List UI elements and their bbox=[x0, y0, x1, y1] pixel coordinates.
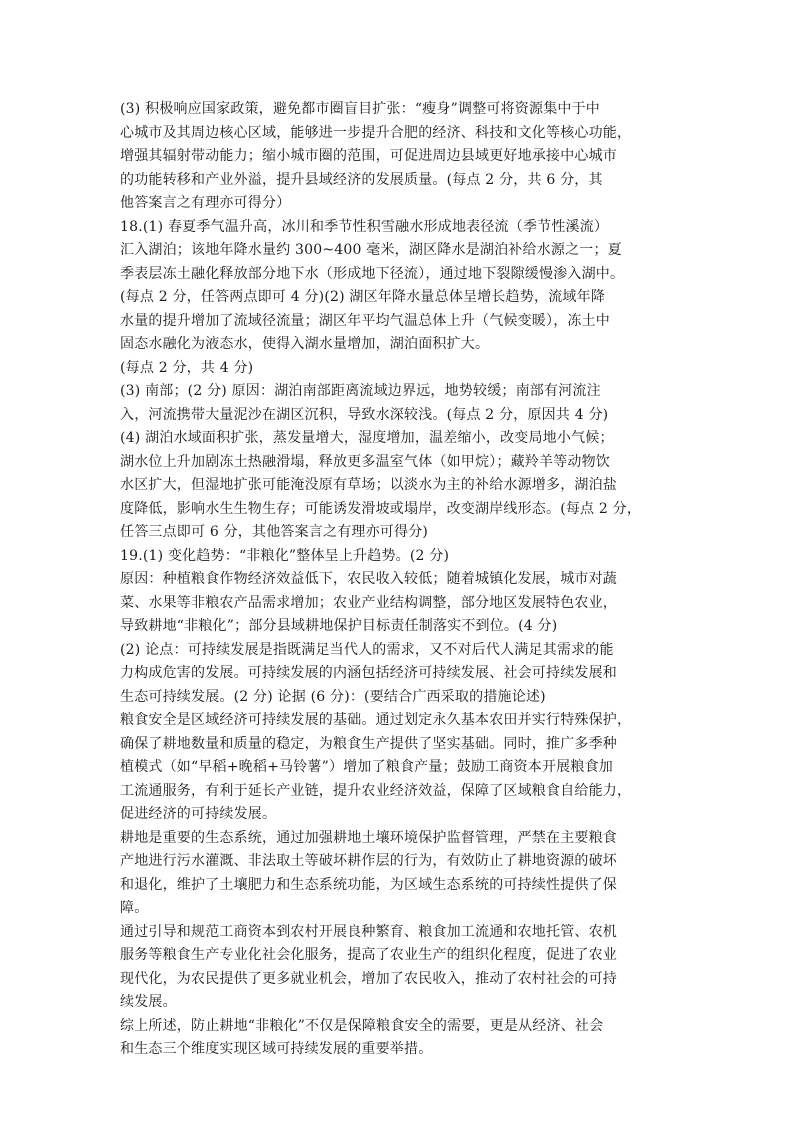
text-line: 任答三点即可 6 分，其他答案言之有理亦可得分) bbox=[120, 524, 429, 540]
text-line: (每点 2 分，任答两点即可 4 分)(2) 湖区年降水量总体呈增长趋势，流域年降 bbox=[120, 289, 606, 305]
text-line: 菜、水果等非粮农产品需求增加；农业产业结构调整，部分地区发展特色农业， bbox=[120, 594, 617, 611]
answer-document bbox=[120, 98, 680, 1062]
text-line: (每点 2 分，共 4 分) bbox=[120, 359, 254, 376]
text-line: 确保了耕地数量和质量的稳定，为粮食生产提供了坚实基础。同时，推广多季种 bbox=[120, 735, 617, 752]
text-line: 和生态三个维度实现区域可持续发展的重要举措。 bbox=[120, 1041, 433, 1057]
text-line: 他答案言之有理亦可得分） bbox=[120, 195, 291, 211]
question-18-start: 18.(1) 春夏季气温升高，冰川和季节性积雪融水形成地表径流（季节性溪流） bbox=[120, 218, 609, 235]
text-line: 植模式（如“早稻+晚稻+马铃薯”）增加了粮食产量；鼓励工商资本开展粮食加 bbox=[120, 759, 613, 775]
text-line: 服务等粮食生产专业化社会化服务，提高了农业生产的组织化程度，促进了农业 bbox=[120, 947, 617, 963]
text-line: 粮食安全是区域经济可持续发展的基础。通过划定永久基本农田并实行特殊保护， bbox=[120, 712, 632, 728]
text-line: 工流通服务，有利于延长产业链，提升农业经济效益，保障了区域粮食自给能力， bbox=[120, 782, 632, 799]
text-line: 续发展。 bbox=[120, 994, 177, 1010]
text-line: 现代化，为农民提供了更多就业机会，增加了农民收入，推动了农村社会的可持 bbox=[120, 970, 617, 987]
text-line: 季表层冻土融化释放部分地下水（形成地下径流），通过地下裂隙缓慢渗入湖中。 bbox=[120, 265, 625, 282]
text-line: 力构成危害的发展。可持续发展的内涵包括经济可持续发展、社会可持续发展和 bbox=[120, 665, 617, 681]
text-line: 增强其辐射带动能力；缩小城市圈的范围，可促进周边县域更好地承接中心城市 bbox=[120, 148, 617, 164]
text-line: 生态可持续发展。(2 分) 论据 (6 分)：(要结合广西采取的措施论述) bbox=[120, 688, 546, 705]
question-19-start: 19.(1) 变化趋势：“非粮化”整体呈上升趋势。(2 分) bbox=[120, 547, 450, 564]
text-line: 导致耕地“非粮化”；部分县域耕地保护目标责任制落实不到位。(4 分) bbox=[120, 618, 558, 634]
text-line: 促进经济的可持续发展。 bbox=[120, 806, 277, 822]
text-line: 原因：种植粮食作物经济效益低下，农民收入较低；随着城镇化发展，城市对蔬 bbox=[120, 571, 617, 587]
text-line: 水量的提升增加了流域径流量；湖区年平均气温总体上升（气候变暖），冻土中 bbox=[120, 312, 610, 329]
text-line: 通过引导和规范工商资本到农村开展良种繁育、粮食加工流通和农地托管、农机 bbox=[120, 923, 617, 940]
text-line: 湖水位上升加剧冻土热融滑塌，释放更多温室气体（如甲烷）；藏羚羊等动物饮 bbox=[120, 453, 610, 470]
text-line: 综上所述，防止耕地“非粮化”不仅是保障粮食安全的需要，更是从经济、社会 bbox=[120, 1017, 604, 1034]
text-line: 度降低，影响水生生物生存；可能诱发滑坡或塌岸，改变湖岸线形态。(每点 2 分， bbox=[120, 500, 642, 517]
text-line: 产地进行污水灌溉、非法取土等破坏耕作层的行为，有效防止了耕地资源的破坏 bbox=[120, 853, 617, 869]
text-line: 耕地是重要的生态系统，通过加强耕地土壤环境保护监督管理，严禁在主要粮食 bbox=[120, 829, 617, 846]
text-line: 水区扩大，但湿地扩张可能淹没原有草场；以淡水为主的补给水源增多，湖泊盐 bbox=[120, 477, 617, 493]
text-line: 汇入湖泊；该地年降水量约 300~400 毫米，湖区降水是湖泊补给水源之一；夏 bbox=[120, 242, 622, 258]
text-line: (4) 湖泊水域面积扩张，蒸发量增大，湿度增加，温差缩小，改变局地小气候； bbox=[120, 430, 614, 446]
text-line: 固态水融化为液态水，使得入湖水量增加，湖泊面积扩大。 bbox=[120, 336, 490, 352]
text-line: 心城市及其周边核心区域，能够进一步提升合肥的经济、科技和文化等核心功能， bbox=[120, 124, 632, 141]
text-line: (2) 论点：可持续发展是指既满足当代人的需求，又不对后代人满足其需求的能 bbox=[120, 641, 614, 658]
text-line: 的功能转移和产业外溢，提升县域经济的发展质量。(每点 2 分，共 6 分，其 bbox=[120, 171, 603, 188]
text-line: (3) 南部；(2 分) 原因：湖泊南部距离流域边界远，地势较缓；南部有河流注 bbox=[120, 383, 601, 399]
text-line: 和退化，维护了土壤肥力和生态系统功能，为区域生态系统的可持续性提供了保 bbox=[120, 876, 617, 893]
text-line: (3) 积极响应国家政策，避免都市圈盲目扩张：“瘦身”调整可将资源集中于中 bbox=[120, 101, 600, 117]
text-line: 入，河流携带大量泥沙在湖区沉积，导致水深较浅。(每点 2 分，原因共 4 分) bbox=[120, 406, 609, 423]
text-line: 障。 bbox=[120, 900, 149, 916]
